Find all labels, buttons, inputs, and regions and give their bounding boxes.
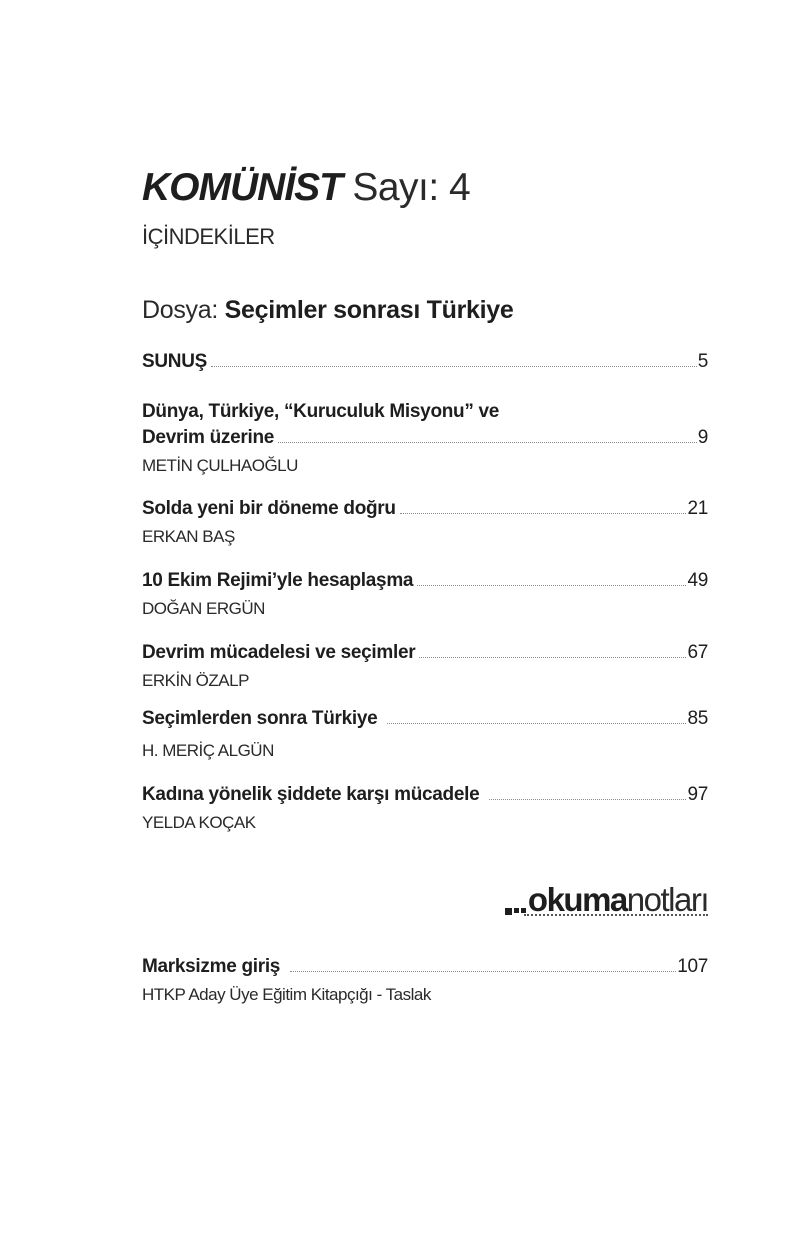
toc-entry-author: YELDA KOÇAK — [142, 813, 256, 832]
toc-entry-author: HTKP Aday Üye Eğitim Kitapçığı - Taslak — [142, 985, 431, 1004]
toc-page-number: 21 — [687, 498, 708, 519]
toc-entry-line — [142, 425, 708, 451]
toc-entry-title: SUNUŞ — [142, 351, 208, 372]
toc-entry[interactable] — [142, 399, 708, 477]
dossier-heading — [142, 294, 513, 326]
toc-entry-line — [142, 496, 708, 522]
toc-entry[interactable] — [142, 496, 708, 548]
toc-entry[interactable] — [142, 706, 708, 762]
dotted-leader — [489, 799, 686, 800]
contents-heading: İÇİNDEKİLER — [142, 224, 275, 249]
toc-entry[interactable] — [142, 640, 708, 692]
toc-entry-title-line1: Dünya, Türkiye, “Kuruculuk Misyonu” ve — [142, 401, 500, 422]
magazine-name: KOMÜNİST — [142, 166, 342, 209]
magazine-title — [142, 166, 470, 210]
toc-entry-title: Marksizme giriş — [142, 956, 281, 977]
toc-page-number: 97 — [687, 784, 708, 805]
issue-label: Sayı: 4 — [352, 166, 471, 209]
reading-notes-wordmark — [528, 882, 708, 918]
toc-entry-title: Devrim mücadelesi ve seçimler — [142, 642, 416, 663]
toc-entry-title: Seçimlerden sonra Türkiye — [142, 708, 378, 729]
dotted-leader — [417, 585, 686, 586]
dotted-leader — [290, 971, 676, 972]
toc-entry-line — [142, 349, 708, 375]
dotted-leader — [278, 442, 697, 443]
toc-entry-author: ERKAN BAŞ — [142, 527, 235, 546]
toc-page-number: 5 — [697, 351, 708, 372]
toc-entry-title: Devrim üzerine — [142, 427, 275, 448]
logo-word-light: notları — [626, 881, 708, 918]
dotted-leader — [400, 513, 687, 514]
dossier-title: Seçimler sonrası Türkiye — [224, 296, 514, 324]
toc-entry-author: H. MERİÇ ALGÜN — [142, 741, 274, 760]
dossier-label: Dosya: — [142, 296, 219, 324]
toc-entry-author: METİN ÇULHAOĞLU — [142, 456, 298, 475]
toc-entry-title: Kadına yönelik şiddete karşı mücadele — [142, 784, 480, 805]
toc-entry[interactable] — [142, 349, 708, 375]
toc-entry[interactable] — [142, 568, 708, 620]
toc-page-number: 49 — [687, 570, 708, 591]
toc-entry[interactable] — [142, 954, 708, 1006]
toc-page-number: 107 — [677, 956, 708, 977]
toc-entry-author: DOĞAN ERGÜN — [142, 599, 265, 618]
dotted-leader — [211, 366, 697, 367]
toc-entry-line — [142, 954, 708, 980]
toc-entry-line — [142, 568, 708, 594]
dotted-leader — [387, 723, 686, 724]
toc-entry-line — [142, 640, 708, 666]
logo-squares-icon — [505, 908, 526, 915]
toc-entry-line — [142, 782, 708, 808]
toc-entry-title: 10 Ekim Rejimi’yle hesaplaşma — [142, 570, 414, 591]
toc-page-number: 9 — [697, 427, 708, 448]
toc-page-number: 67 — [687, 642, 708, 663]
toc-entry[interactable] — [142, 782, 708, 834]
dotted-leader — [419, 657, 686, 658]
toc-page-number: 85 — [687, 708, 708, 729]
logo-word-bold: okuma — [527, 881, 627, 918]
toc-entry-author: ERKİN ÖZALP — [142, 671, 249, 690]
toc-entry-title: Solda yeni bir döneme doğru — [142, 498, 396, 519]
toc-entry-line — [142, 706, 708, 732]
reading-notes-logo — [505, 882, 708, 918]
